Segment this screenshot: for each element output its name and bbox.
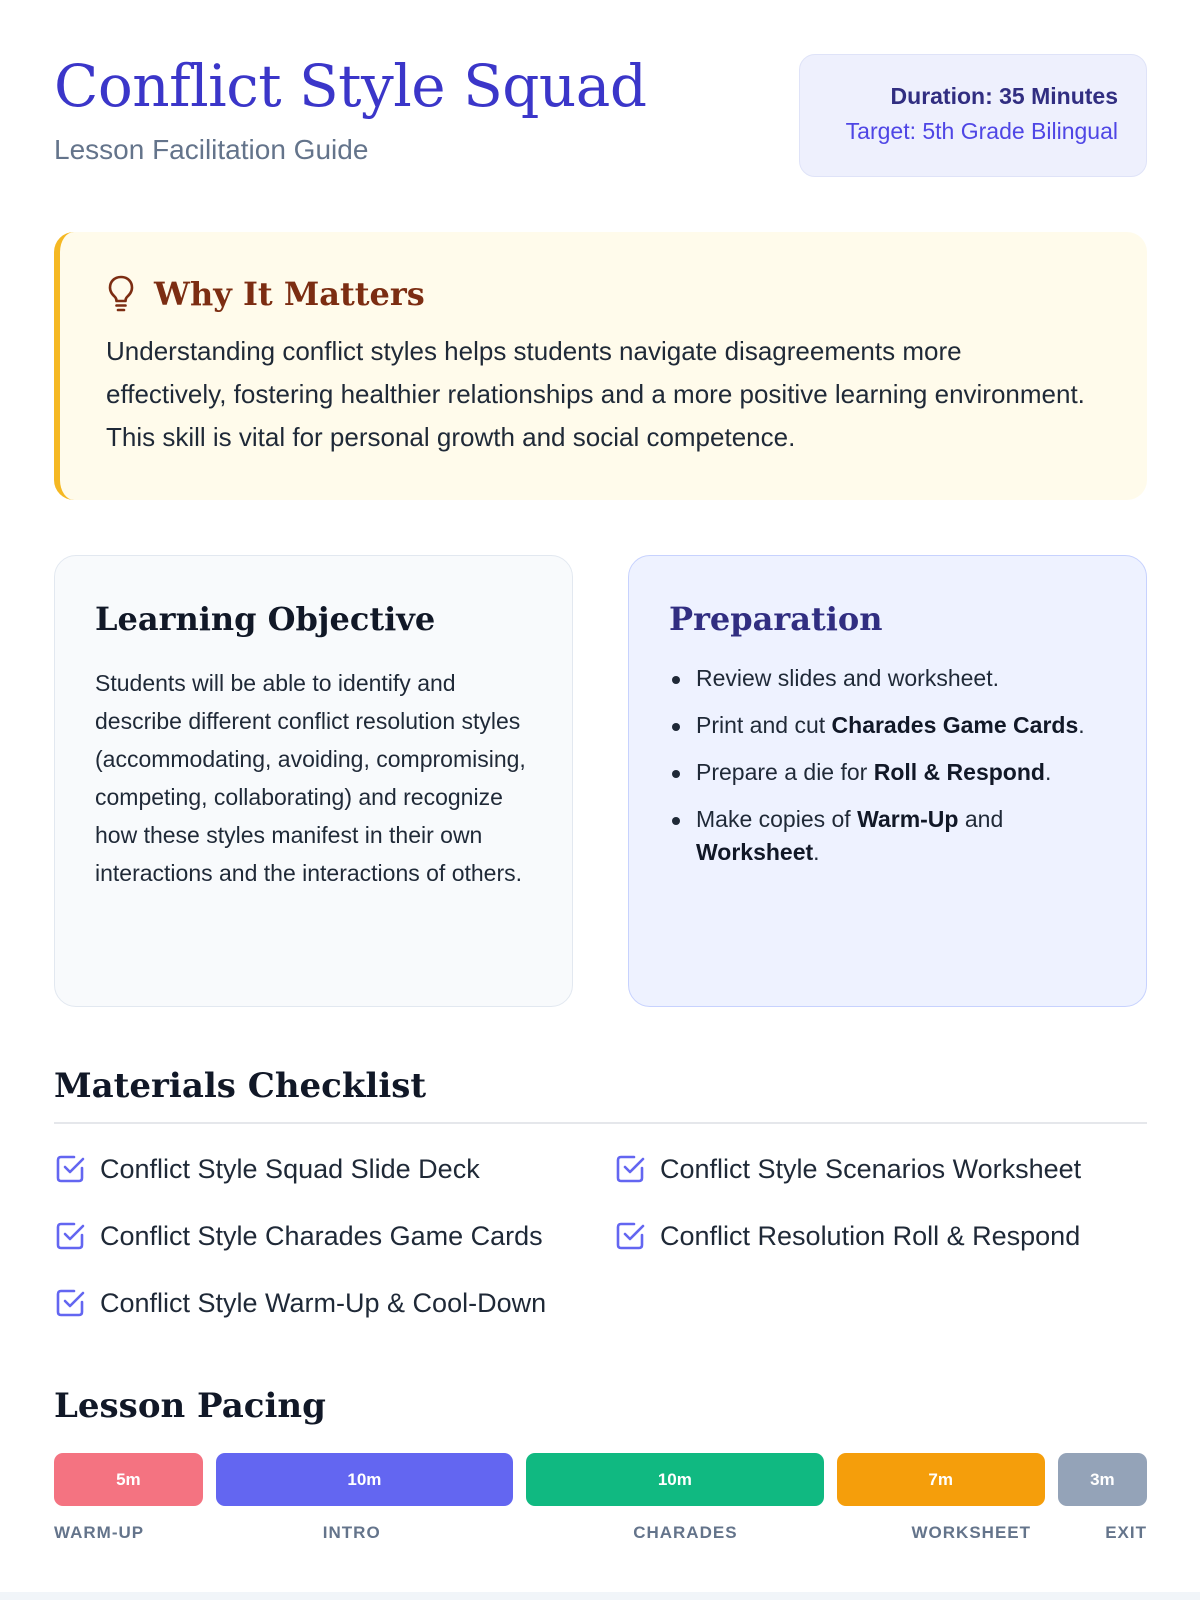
pacing-duration-label: 7m (928, 1469, 953, 1489)
bottom-strip (0, 1592, 1200, 1600)
checklist-item-charades-cards[interactable] (54, 1220, 543, 1252)
pacing-segment-label: WORKSHEET (911, 1523, 1032, 1542)
pacing-duration-label: 10m (657, 1469, 692, 1489)
pacing-segment-warm-up (54, 1453, 203, 1506)
checkbox-checked-icon (54, 1220, 86, 1252)
why-it-matters-header (106, 274, 425, 314)
preparation-item: Review slides and worksheet. (669, 662, 1106, 695)
lesson-pacing-title: Lesson Pacing (54, 1386, 326, 1426)
preparation-item: Make copies of Warm-Up and Worksheet. (669, 803, 1106, 869)
checkbox-checked-icon (54, 1153, 86, 1185)
pacing-segment-label: WARM-UP (54, 1523, 145, 1542)
pacing-segment-charades (526, 1453, 823, 1506)
learning-objective-text: Students will be able to identify and describe different conflict resolution styles (accommodating, avoiding, compromising, competing, collaborating) and recognize how these styles manifest in their own interactions and the interactions of others. (95, 670, 526, 886)
page-subtitle: Lesson Facilitation Guide (54, 134, 369, 165)
page-title: Conflict Style Squad (54, 52, 647, 120)
pacing-segment-label: INTRO (322, 1523, 381, 1542)
checklist-item-scenarios-worksheet[interactable] (614, 1153, 1081, 1185)
checklist-item-label: Conflict Style Scenarios Worksheet (660, 1153, 1082, 1184)
checklist-item-slide-deck[interactable] (54, 1153, 480, 1185)
pacing-segment-label: EXIT (1105, 1523, 1147, 1542)
checklist-item-warm-up[interactable] (54, 1287, 546, 1319)
pacing-segment-label: CHARADES (633, 1523, 738, 1542)
preparation-list (669, 662, 1106, 869)
section-divider (54, 1122, 1147, 1124)
checklist-item-label: Conflict Style Warm-Up & Cool-Down (100, 1287, 547, 1318)
learning-objective-card (54, 555, 573, 1007)
preparation-card (628, 555, 1147, 1007)
materials-checklist-title: Materials Checklist (54, 1066, 427, 1106)
checklist-item-label: Conflict Style Charades Game Cards (100, 1220, 543, 1251)
lesson-meta-box (799, 54, 1147, 177)
why-it-matters-title: Why It Matters (154, 275, 425, 313)
pacing-segment-intro (216, 1453, 513, 1506)
pacing-segment-worksheet (837, 1453, 1045, 1506)
preparation-title: Preparation (669, 600, 883, 638)
checklist-item-label: Conflict Resolution Roll & Respond (660, 1220, 1081, 1251)
lightbulb-icon (106, 274, 136, 314)
pacing-segment-exit (1058, 1453, 1147, 1506)
checklist-item-roll-respond[interactable] (614, 1220, 1080, 1252)
checklist-item-label: Conflict Style Squad Slide Deck (100, 1153, 480, 1184)
pacing-duration-label: 3m (1090, 1469, 1115, 1489)
preparation-item: Prepare a die for Roll & Respond. (669, 756, 1106, 789)
target-label: Target: 5th Grade Bilingual (845, 118, 1118, 144)
checkbox-checked-icon (614, 1220, 646, 1252)
pacing-duration-label: 5m (116, 1469, 141, 1489)
duration-label: Duration: 35 Minutes (890, 83, 1118, 109)
learning-objective-title: Learning Objective (95, 600, 436, 638)
checkbox-checked-icon (54, 1287, 86, 1319)
pacing-duration-label: 10m (347, 1469, 382, 1489)
preparation-item: Print and cut Charades Game Cards. (669, 709, 1106, 742)
why-it-matters-callout (54, 232, 1147, 500)
checkbox-checked-icon (614, 1153, 646, 1185)
why-it-matters-text: Understanding conflict styles helps students navigate disagreements more effectively, fostering healthier relationships and a more positive learning environment. This skill is vital for personal growth and social competence. (106, 336, 1085, 452)
